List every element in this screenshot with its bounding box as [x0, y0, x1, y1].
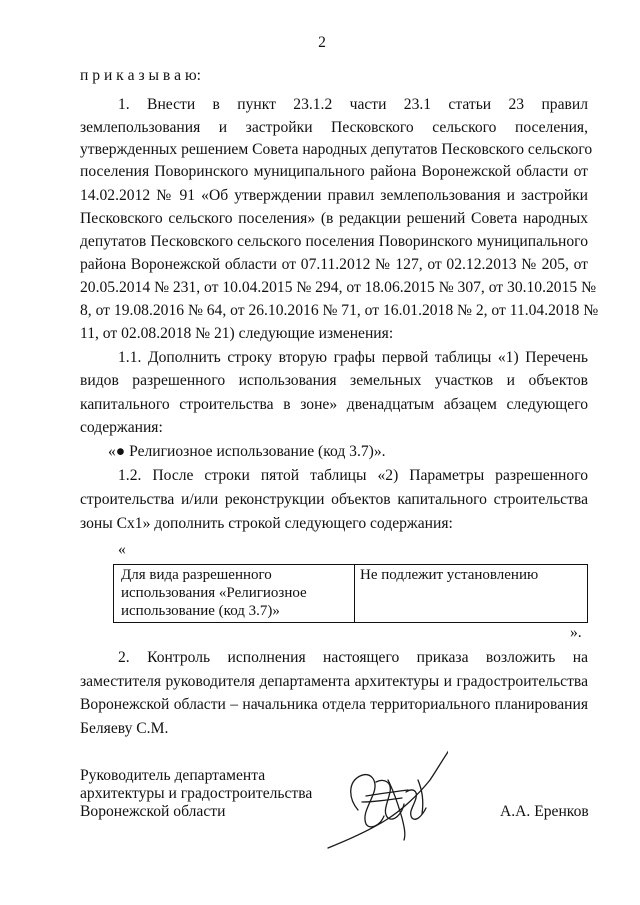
table-cell-left-line: использования «Религиозное — [121, 585, 307, 601]
text-line: 14.02.2012 № 91 «Об утверждении правил землепользования и застройки — [80, 187, 588, 204]
text-line: землепользования и застройки Песковского сельского поселения, — [80, 119, 588, 136]
text-line: района Воронежской области от 07.11.2012 № 127, от 02.12.2013 № 205, от — [80, 256, 588, 273]
signatory-title-line: Руководитель департамента — [80, 767, 266, 784]
signatory-name: А.А. Еренков — [500, 803, 589, 820]
table-column-divider — [354, 565, 355, 622]
text-line: видов разрешенного использования земельных участков и объектов — [80, 372, 588, 389]
text-line: поселения Поворинского муниципального района Воронежской области от — [80, 163, 588, 180]
text-line: строительства и/или реконструкции объектов капитального строительства — [80, 491, 588, 508]
open-quote: « — [118, 541, 126, 558]
handwritten-signature — [318, 740, 448, 860]
text-line: 8, от 19.08.2016 № 64, от 26.10.2016 № 71, от 16.01.2018 № 2, от 11.04.2018 № — [80, 302, 599, 319]
text-line: Песковского сельского поселения» (в редакции решений Совета народных — [80, 210, 588, 227]
text-line: 2. Контроль исполнения настоящего приказа возложить на — [118, 649, 588, 666]
text-line: 1.2. После строки пятой таблицы «2) Параметры разрешенного — [118, 467, 588, 484]
text-line: утвержденных решением Совета народных депутатов Песковского сельского — [80, 141, 593, 158]
text-line: 11, от 02.08.2018 № 21) следующие изменения: — [80, 325, 394, 342]
quoted-item: «● Религиозное использование (код 3.7)». — [108, 443, 386, 460]
text-line: заместителя руководителя департамента архитектуры и градостроительства — [80, 673, 588, 690]
text-line: 1. Внести в пункт 23.1.2 части 23.1 статьи 23 правил — [118, 96, 588, 113]
order-word: п р и к а з ы в а ю: — [80, 67, 201, 84]
text-line: 20.05.2014 № 231, от 10.04.2015 № 294, от 18.06.2015 № 307, от 30.10.2015 № — [80, 279, 596, 296]
text-line: Воронежской области – начальника отдела территориального планирования — [80, 696, 588, 713]
text-line: капитального строительства в зоне» двенадцатым абзацем следующего — [80, 396, 588, 413]
text-line: Беляеву С.М. — [80, 720, 169, 737]
amendment-table — [113, 564, 588, 623]
table-cell-left-line: Для вида разрешенного — [121, 567, 272, 583]
signatory-title-line: Воронежской области — [80, 803, 226, 820]
text-line: зоны Сх1» дополнить строкой следующего содержания: — [80, 515, 453, 532]
page-number: 2 — [318, 34, 326, 51]
text-line: депутатов Песковского сельского поселения Поворинского муниципального — [80, 233, 588, 250]
table-cell-left-line: использование (код 3.7)» — [121, 603, 280, 619]
close-quote: ». — [570, 624, 582, 641]
signatory-title-line: архитектуры и градостроительства — [80, 785, 313, 802]
text-line: 1.1. Дополнить строку вторую графы первой таблицы «1) Перечень — [118, 349, 588, 366]
text-line: содержания: — [80, 419, 163, 436]
table-cell-right: Не подлежит установлению — [360, 567, 539, 583]
